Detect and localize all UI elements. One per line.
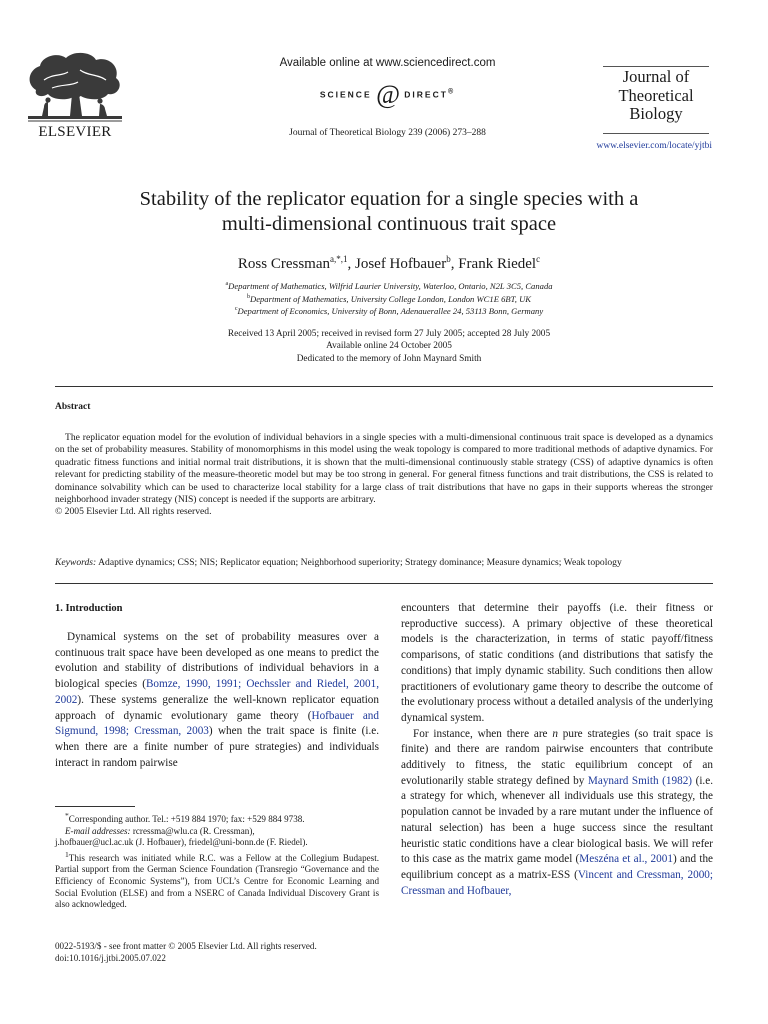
- footnote-corresponding: [55, 810, 379, 826]
- sciencedirect-left-text: SCIENCE: [319, 89, 372, 100]
- affiliation-c: [64, 306, 714, 316]
- dedication: Dedicated to the memory of John Maynard Smith: [296, 354, 482, 364]
- registered-mark: ®: [447, 87, 456, 96]
- footnote-corresponding-text: Corresponding author. Tel.: +519 884 1970; fax: +529 884 9738.: [68, 814, 305, 825]
- author-hofbauer-affil: b: [446, 254, 451, 264]
- section-heading-introduction: 1. Introduction: [55, 603, 123, 614]
- abstract-body: [55, 432, 713, 519]
- front-matter: [55, 940, 385, 964]
- journal-name-line2: Theoretical: [618, 85, 694, 105]
- available-online-text[interactable]: Available online at www.sciencedirect.com: [279, 57, 496, 69]
- affiliation-b: [64, 294, 714, 304]
- email-cressman[interactable]: rcressma@wlu.ca (R. Cressman),: [130, 825, 255, 836]
- affiliation-b-text: Department of Mathematics, University College London, London WC1E 6BT, UK: [249, 294, 532, 304]
- article-title-line2: multi-dimensional continuous trait space: [221, 213, 557, 235]
- intro-text: For instance, when there are: [413, 727, 553, 740]
- journal-url-link[interactable]: www.elsevier.com/locate/yjtbi: [596, 141, 712, 151]
- author-separator: ,: [450, 256, 459, 272]
- abstract-heading: Abstract: [55, 402, 91, 412]
- intro-text: ). These systems generalize the well-known replicator equation approach of dynamic evolutionary game theory (: [55, 693, 379, 722]
- right-column: [401, 601, 713, 899]
- author-separator: ,: [347, 256, 355, 272]
- publisher-name: ELSEVIER: [38, 124, 112, 140]
- intro-text: Dynamical systems on the set of probability measures over a continuous trait space have been developed as one means to predict the evolution and stability of distributions of individual behaviors in a biological species (: [55, 631, 379, 691]
- sciencedirect-right-text: DIRECT: [404, 89, 448, 100]
- front-matter-text: 0022-5193/$ - see front matter © 2005 Elsevier Ltd. All rights reserved.: [55, 941, 317, 951]
- affiliation-a: [64, 281, 714, 291]
- intro-text: (i.e. a strategy for which, whenever all individuals use this strategy, the population cannot be invaded by a rare mutant under the influence of natural selection) has been a huge success since the resultant heuristic static conditions have a clear biological basis. We will refer to this case as the matrix game model (: [401, 774, 713, 866]
- footnote-1: [55, 849, 379, 911]
- author-cressman[interactable]: Ross Cressman: [237, 256, 330, 272]
- intro-paragraph-2: [401, 727, 713, 900]
- author-riedel-affil: c: [536, 254, 541, 264]
- footnotes: [55, 810, 379, 911]
- footnote-emails-line1: [55, 826, 379, 838]
- sciencedirect-at-icon: @: [376, 80, 400, 109]
- available-online-date: Available online 24 October 2005: [326, 341, 452, 351]
- math-n: n: [552, 727, 558, 740]
- author-hofbauer[interactable]: Josef Hofbauer: [354, 256, 447, 272]
- keywords-text: Adaptive dynamics; CSS; NIS; Replicator equation; Neighborhood superiority; Strategy dominance; Measure dynamics; Weak topology: [98, 557, 622, 568]
- footnote-star: *: [65, 811, 69, 820]
- affiliation-c-marker: c: [234, 306, 238, 313]
- intro-text: ) when the trait space is finite (i.e. when there are a finite number of pure strategies) and individuals interact in random pairwise: [55, 725, 379, 769]
- journal-name-line3: Biology: [629, 104, 683, 123]
- citation-link-vincent[interactable]: Vincent and Cressman, 2000; Cressman and Hofbauer,: [401, 868, 713, 897]
- affiliation-c-text: Department of Economics, University of Bonn, Adenauerallee 24, 53113 Bonn, Germany: [237, 306, 544, 316]
- intro-paragraph-continued: encounters that determine their payoffs (i.e. their fitness or reproductive success). A primary objective of these theoretical models is the characterization, in terms of static payoff/fitness comparisons, of static conditions (and distributions that satisfy the conditions) that imply dynamic stability. Such conditions then allow practitioners of evolutionary game theory to describe the outcome of the evolutionary process without a detailed analysis of the underlying dynamical system.: [401, 602, 713, 724]
- affiliation-a-marker: a: [225, 281, 229, 288]
- left-column: [55, 630, 379, 771]
- footnote-divider: [55, 806, 135, 807]
- citation-link-bomze[interactable]: Bomze, 1990, 1991; Oechssler and Riedel, 2001, 2002: [55, 678, 379, 706]
- journal-name-line1: Journal of: [622, 67, 690, 86]
- email-label: E-mail addresses:: [65, 825, 131, 836]
- received-dates: Received 13 April 2005; received in revised form 27 July 2005; accepted 28 July 2005: [227, 329, 551, 339]
- author-riedel[interactable]: Frank Riedel: [458, 256, 537, 272]
- footnote-1-marker: 1: [65, 849, 69, 859]
- author-list: [64, 254, 714, 273]
- abstract-text: The replicator equation model for the evolution of individual behaviors in a single species with a multi-dimensional continuous trait space is developed as a dynamics on the set of probability measures. Stability of monomorphisms in this model using the weak topology is compared to more traditional methods of adaptive dynamics. For quadratic fitness functions and initial normal trait distributions, it is shown that the multi-dimensional continuously stable strategy (CSS) of adaptive dynamics is often relevant for predicting stability of the measure-theoretic model but may be too strong in general. For general fitness functions and trait distributions, the CSS is related to dominance solvability which can be used to characterize local stability for a large class of trait distributions that have no gaps in their supports whereas the stronger neighborhood invader strategy (NIS) concept is needed if the supports are arbitrary.: [55, 432, 713, 506]
- citation-link-meszena[interactable]: Meszéna et al., 2001: [579, 853, 673, 866]
- sciencedirect-logo[interactable]: [200, 80, 575, 110]
- keywords: [55, 557, 713, 568]
- journal-name: [603, 68, 709, 124]
- article-title: [64, 187, 714, 237]
- citation-link-maynard-smith[interactable]: Maynard Smith (1982): [587, 774, 693, 787]
- author-cressman-affil: a,*,1: [329, 254, 348, 264]
- citation-link-hofbauer[interactable]: Hofbauer and Sigmund, 1998; Cressman, 2003: [55, 709, 379, 738]
- affiliation-a-text: Department of Mathematics, Wilfrid Laurier University, Waterloo, Ontario, N2L 3C5, Canada: [228, 281, 553, 291]
- divider: [55, 583, 713, 584]
- abstract-copyright: © 2005 Elsevier Ltd. All rights reserved.: [55, 506, 212, 518]
- intro-text: ) and the equilibrium concept as a matrix-ESS (: [401, 853, 713, 881]
- intro-text: pure strategies (so trait space is finite) and there are random pairwise encounters that contribute additively to fitness, the static equilibrium concept of an evolutionarily stable strategy defined by: [401, 727, 714, 787]
- affiliation-b-marker: b: [246, 294, 250, 301]
- divider: [55, 386, 713, 387]
- article-title-line1: Stability of the replicator equation for a single species with a: [139, 188, 639, 210]
- footnote-emails-line2[interactable]: j.hofbauer@ucl.ac.uk (J. Hofbauer), friedel@uni-bonn.de (F. Riedel).: [55, 837, 308, 848]
- elsevier-tree-icon: [22, 50, 128, 124]
- doi-text[interactable]: doi:10.1016/j.jtbi.2005.07.022: [55, 953, 166, 964]
- intro-paragraph-1: [55, 630, 379, 771]
- journal-citation: Journal of Theoretical Biology 239 (2006) 273–288: [289, 128, 486, 138]
- keywords-label: Keywords:: [55, 557, 97, 568]
- footnote-1-text: This research was initiated while R.C. was a Fellow at the Collegium Budapest. Partial support from the German Science Foundation (Transregio “Governance and the Efficiency of Economic Systems”), from UCL’s Centre for Economic Learning and Social Evolution (ELSE) and from a NSERC of Canada Individual Discovery Grant is also acknowledged.: [55, 852, 379, 910]
